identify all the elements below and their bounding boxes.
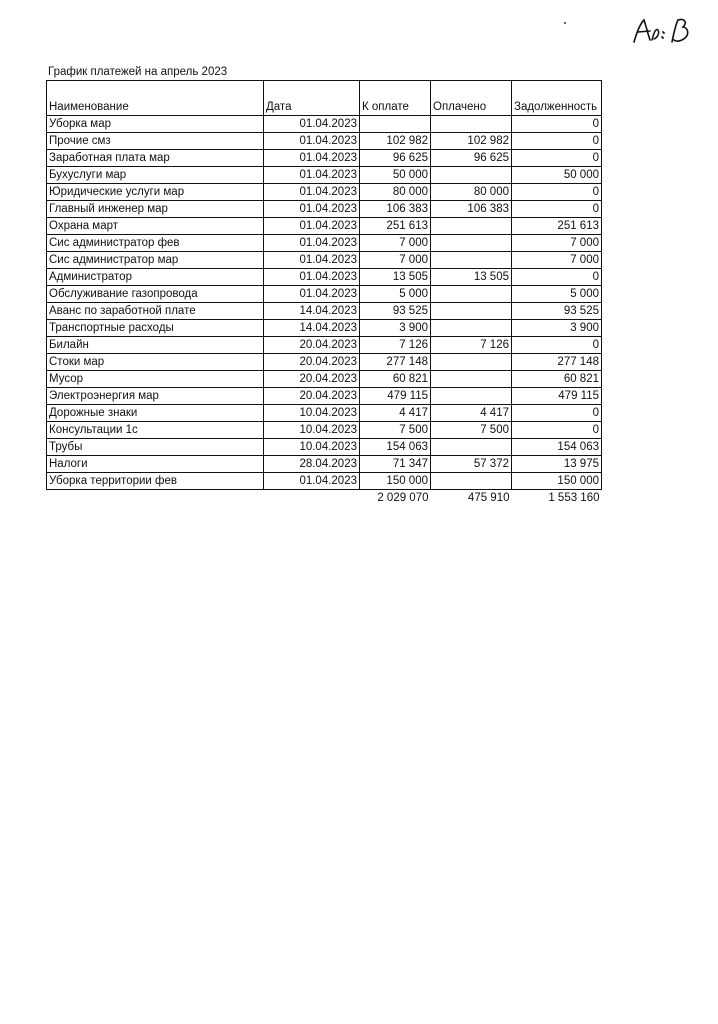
cell-name: Электроэнергия мар	[47, 388, 264, 405]
dot-mark	[564, 22, 566, 24]
table-row	[47, 133, 602, 150]
cell-debt: 251 613	[512, 218, 602, 235]
cell-paid	[431, 167, 512, 184]
cell-name: Обслуживание газопровода	[47, 286, 264, 303]
cell-paid: 4 417	[431, 405, 512, 422]
cell-date: 28.04.2023	[264, 456, 360, 473]
handwritten-annotation	[628, 14, 698, 48]
cell-paid: 57 372	[431, 456, 512, 473]
cell-name: Главный инженер мар	[47, 201, 264, 218]
table-row	[47, 218, 602, 235]
table-body	[47, 116, 602, 490]
cell-due	[360, 116, 431, 133]
cell-date: 01.04.2023	[264, 473, 360, 490]
cell-date: 20.04.2023	[264, 354, 360, 371]
total-debt: 1 553 160	[548, 491, 600, 504]
table-row	[47, 371, 602, 388]
cell-debt: 60 821	[512, 371, 602, 388]
cell-date: 01.04.2023	[264, 201, 360, 218]
cell-name: Администратор	[47, 269, 264, 286]
cell-name: Бухуслуги мар	[47, 167, 264, 184]
cell-due: 479 115	[360, 388, 431, 405]
cell-due: 106 383	[360, 201, 431, 218]
table-row	[47, 252, 602, 269]
payments-table	[46, 80, 602, 506]
cell-paid	[431, 439, 512, 456]
cell-name: Трубы	[47, 439, 264, 456]
cell-debt: 0	[512, 405, 602, 422]
cell-debt: 7 000	[512, 235, 602, 252]
cell-debt: 3 900	[512, 320, 602, 337]
table-row	[47, 184, 602, 201]
column-header-date: Дата	[264, 81, 360, 116]
table-row	[47, 269, 602, 286]
cell-date: 10.04.2023	[264, 439, 360, 456]
cell-debt: 50 000	[512, 167, 602, 184]
totals-row	[47, 490, 602, 507]
cell-debt: 0	[512, 422, 602, 439]
cell-name: Прочие смз	[47, 133, 264, 150]
cell-paid	[431, 303, 512, 320]
cell-paid: 13 505	[431, 269, 512, 286]
cell-due: 3 900	[360, 320, 431, 337]
cell-name: Налоги	[47, 456, 264, 473]
table-row	[47, 235, 602, 252]
cell-paid	[431, 286, 512, 303]
cell-debt: 0	[512, 133, 602, 150]
cell-date: 01.04.2023	[264, 286, 360, 303]
cell-name: Дорожные знаки	[47, 405, 264, 422]
cell-date: 14.04.2023	[264, 303, 360, 320]
cell-due: 5 000	[360, 286, 431, 303]
cell-date: 01.04.2023	[264, 167, 360, 184]
totals-blank	[47, 490, 264, 507]
cell-date: 14.04.2023	[264, 320, 360, 337]
table-row	[47, 422, 602, 439]
cell-name: Стоки мар	[47, 354, 264, 371]
cell-name: Транспортные расходы	[47, 320, 264, 337]
cell-due: 277 148	[360, 354, 431, 371]
cell-due: 154 063	[360, 439, 431, 456]
cell-name: Уборка мар	[47, 116, 264, 133]
cell-name: Охрана март	[47, 218, 264, 235]
cell-name: Юридические услуги мар	[47, 184, 264, 201]
table-row	[47, 286, 602, 303]
cell-debt: 0	[512, 150, 602, 167]
cell-paid	[431, 235, 512, 252]
table-row	[47, 354, 602, 371]
cell-name: Аванс по заработной плате	[47, 303, 264, 320]
cell-date: 01.04.2023	[264, 116, 360, 133]
table-row	[47, 167, 602, 184]
cell-due: 251 613	[360, 218, 431, 235]
cell-due: 96 625	[360, 150, 431, 167]
totals-blank-date	[264, 490, 360, 507]
cell-date: 01.04.2023	[264, 184, 360, 201]
cell-paid	[431, 116, 512, 133]
cell-due: 80 000	[360, 184, 431, 201]
cell-paid	[431, 388, 512, 405]
table-row	[47, 201, 602, 218]
cell-due: 7 000	[360, 235, 431, 252]
table-row	[47, 456, 602, 473]
cell-debt: 277 148	[512, 354, 602, 371]
cell-date: 01.04.2023	[264, 269, 360, 286]
cell-name: Сис администратор фев	[47, 235, 264, 252]
cell-date: 01.04.2023	[264, 252, 360, 269]
cell-date: 10.04.2023	[264, 422, 360, 439]
cell-due: 7 000	[360, 252, 431, 269]
cell-debt: 7 000	[512, 252, 602, 269]
table-row	[47, 303, 602, 320]
cell-date: 01.04.2023	[264, 133, 360, 150]
cell-due: 102 982	[360, 133, 431, 150]
cell-due: 60 821	[360, 371, 431, 388]
cell-debt: 13 975	[512, 456, 602, 473]
cell-due: 71 347	[360, 456, 431, 473]
total-paid: 475 910	[467, 491, 510, 504]
cell-paid: 80 000	[431, 184, 512, 201]
table-row	[47, 150, 602, 167]
cell-name: Консультации 1с	[47, 422, 264, 439]
cell-due: 13 505	[360, 269, 431, 286]
cell-date: 01.04.2023	[264, 218, 360, 235]
cell-paid	[431, 371, 512, 388]
cell-debt: 5 000	[512, 286, 602, 303]
cell-paid: 96 625	[431, 150, 512, 167]
cell-debt: 479 115	[512, 388, 602, 405]
column-header-paid: Оплачено	[431, 81, 512, 116]
cell-debt: 154 063	[512, 439, 602, 456]
cell-debt: 0	[512, 337, 602, 354]
cell-name: Заработная плата мар	[47, 150, 264, 167]
cell-due: 150 000	[360, 473, 431, 490]
cell-paid	[431, 354, 512, 371]
cell-debt: 93 525	[512, 303, 602, 320]
cell-paid	[431, 473, 512, 490]
cell-name: Сис администратор мар	[47, 252, 264, 269]
cell-due: 7 500	[360, 422, 431, 439]
table-row	[47, 320, 602, 337]
table-row	[47, 439, 602, 456]
cell-due: 50 000	[360, 167, 431, 184]
cell-debt: 0	[512, 269, 602, 286]
cell-paid	[431, 320, 512, 337]
column-header-due: К оплате	[360, 81, 431, 116]
cell-name: Мусор	[47, 371, 264, 388]
cell-paid: 106 383	[431, 201, 512, 218]
cell-debt: 0	[512, 201, 602, 218]
cell-paid: 7 126	[431, 337, 512, 354]
cell-date: 20.04.2023	[264, 337, 360, 354]
column-header-debt: Задолженность	[512, 81, 602, 116]
cell-date: 01.04.2023	[264, 235, 360, 252]
table-row	[47, 337, 602, 354]
table-row	[47, 473, 602, 490]
table-header-row	[47, 81, 602, 116]
table-row	[47, 388, 602, 405]
cell-date: 20.04.2023	[264, 371, 360, 388]
cell-debt: 150 000	[512, 473, 602, 490]
cell-due: 7 126	[360, 337, 431, 354]
cell-paid: 102 982	[431, 133, 512, 150]
cell-debt: 0	[512, 184, 602, 201]
cell-debt: 0	[512, 116, 602, 133]
total-due: 2 029 070	[377, 491, 429, 504]
document-title: График платежей на апрель 2023	[48, 66, 228, 78]
column-header-name: Наименование	[47, 81, 264, 116]
cell-date: 20.04.2023	[264, 388, 360, 405]
table-row	[47, 116, 602, 133]
cell-paid	[431, 252, 512, 269]
cell-date: 01.04.2023	[264, 150, 360, 167]
cell-due: 93 525	[360, 303, 431, 320]
cell-name: Билайн	[47, 337, 264, 354]
cell-paid: 7 500	[431, 422, 512, 439]
table-row	[47, 405, 602, 422]
cell-name: Уборка территории фев	[47, 473, 264, 490]
cell-paid	[431, 218, 512, 235]
cell-date: 10.04.2023	[264, 405, 360, 422]
cell-due: 4 417	[360, 405, 431, 422]
